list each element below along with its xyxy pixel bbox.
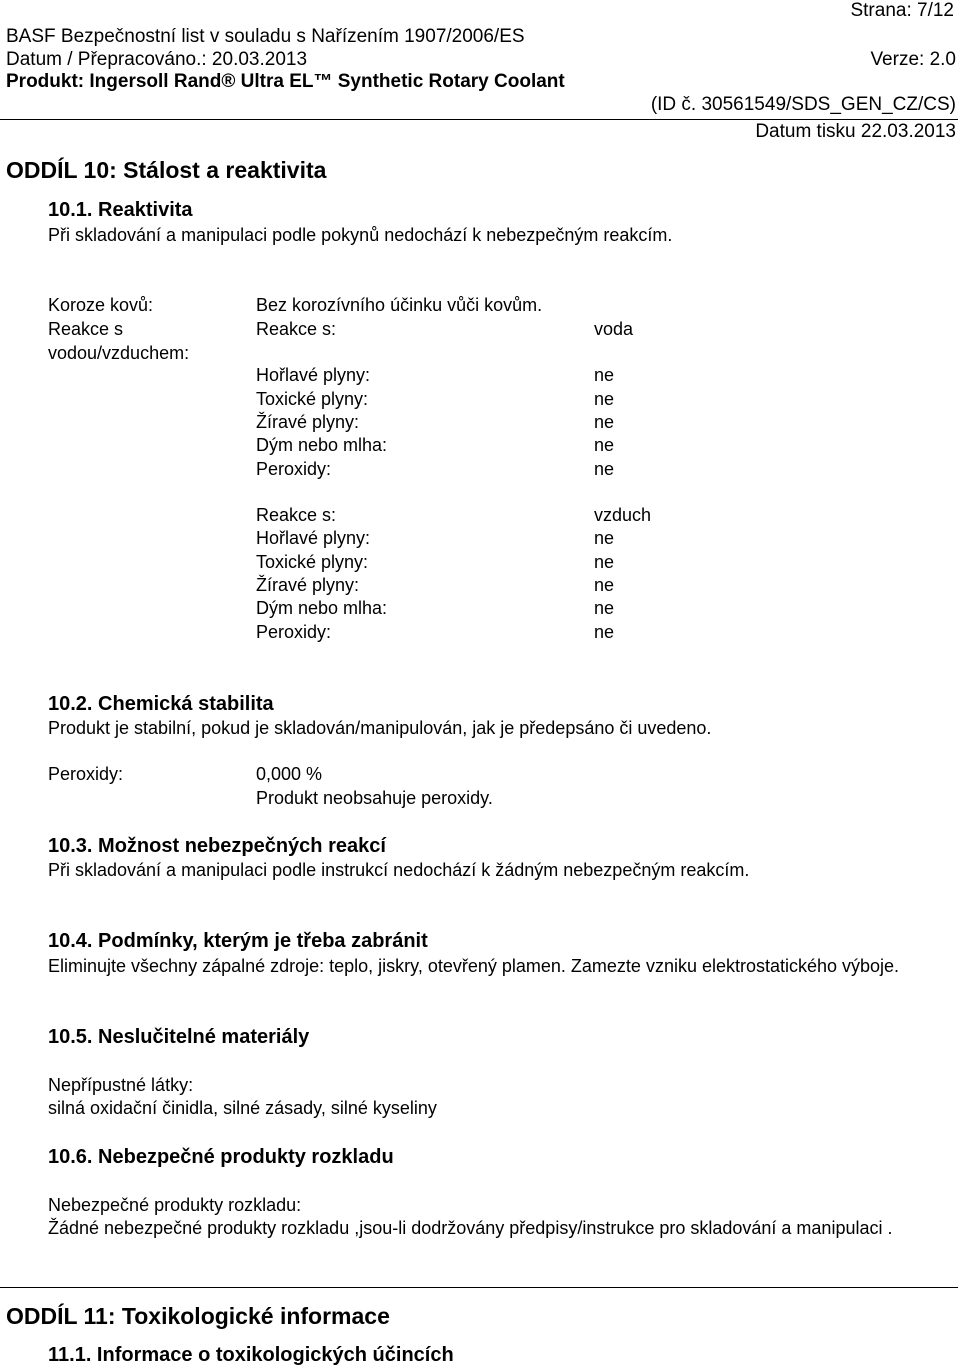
air-row-value: ne bbox=[594, 528, 615, 548]
section-10-title: ODDÍL 10: Stálost a reaktivita bbox=[6, 157, 327, 183]
air-row-label: Peroxidy: bbox=[256, 622, 332, 642]
subsection-10-3-title: 10.3. Možnost nebezpečných reakcí bbox=[48, 835, 386, 857]
water-reaction-value: voda bbox=[594, 319, 634, 339]
subsection-10-5-text: silná oxidační činidla, silné zásady, silné kyseliny bbox=[48, 1098, 437, 1118]
subsection-10-5-label: Nepřípustné látky: bbox=[48, 1075, 194, 1095]
peroxides-value: 0,000 % bbox=[256, 764, 323, 784]
reactions-label-line2: vodou/vzduchem: bbox=[48, 343, 190, 363]
subsection-10-6-text: Žádné nebezpečné produkty rozkladu ,jsou-li dodržovány předpisy/instrukce pro skladování a manipulaci . bbox=[48, 1218, 893, 1238]
subsection-10-2-title: 10.2. Chemická stabilita bbox=[48, 693, 274, 715]
water-row-label: Peroxidy: bbox=[256, 459, 332, 479]
subsection-10-4-title: 10.4. Podmínky, kterým je třeba zabránit bbox=[48, 930, 428, 952]
water-row-label: Hořlavé plyny: bbox=[256, 365, 371, 385]
air-row-label: Žíravé plyny: bbox=[256, 575, 360, 595]
subsection-10-2-text: Produkt je stabilní, pokud je skladován/manipulován, jak je předepsáno či uvedeno. bbox=[48, 718, 712, 738]
water-row-value: ne bbox=[594, 459, 615, 479]
section-divider bbox=[0, 1287, 958, 1288]
water-row-label: Žíravé plyny: bbox=[256, 412, 360, 432]
revision-date: Datum / Přepracováno.: 20.03.2013 bbox=[6, 49, 308, 70]
document-id: (ID č. 30561549/SDS_GEN_CZ/CS) bbox=[650, 94, 956, 115]
header-divider bbox=[0, 119, 958, 120]
document-title: BASF Bezpečnostní list v souladu s Nařízením 1907/2006/ES bbox=[6, 26, 525, 47]
water-row-label: Toxické plyny: bbox=[256, 389, 369, 409]
peroxides-label: Peroxidy: bbox=[48, 764, 124, 784]
subsection-10-4-text: Eliminujte všechny zápalné zdroje: teplo, jiskry, otevřený plamen. Zamezte vzniku elektrostatického výboje. bbox=[48, 956, 900, 976]
water-row-value: ne bbox=[594, 435, 615, 455]
water-row-label: Dým nebo mlha: bbox=[256, 435, 388, 455]
water-row-value: ne bbox=[594, 412, 615, 432]
version: Verze: 2.0 bbox=[870, 49, 956, 70]
air-reaction-label: Reakce s: bbox=[256, 505, 337, 525]
section-11-title: ODDÍL 11: Toxikologické informace bbox=[6, 1303, 390, 1329]
product-name: Produkt: Ingersoll Rand® Ultra EL™ Synthetic Rotary Coolant bbox=[6, 71, 565, 92]
water-row-value: ne bbox=[594, 365, 615, 385]
reactions-label-line1: Reakce s bbox=[48, 319, 124, 339]
subsection-10-1-title: 10.1. Reaktivita bbox=[48, 199, 193, 221]
print-date: Datum tisku 22.03.2013 bbox=[755, 121, 956, 142]
air-row-value: ne bbox=[594, 552, 615, 572]
air-row-label: Toxické plyny: bbox=[256, 552, 369, 572]
corrosion-label: Koroze kovů: bbox=[48, 295, 154, 315]
water-reaction-label: Reakce s: bbox=[256, 319, 337, 339]
subsection-10-6-title: 10.6. Nebezpečné produkty rozkladu bbox=[48, 1146, 394, 1168]
air-row-label: Hořlavé plyny: bbox=[256, 528, 371, 548]
peroxides-note: Produkt neobsahuje peroxidy. bbox=[256, 788, 493, 808]
corrosion-value: Bez korozívního účinku vůči kovům. bbox=[256, 295, 543, 315]
air-row-label: Dým nebo mlha: bbox=[256, 598, 388, 618]
subsection-10-6-label: Nebezpečné produkty rozkladu: bbox=[48, 1195, 302, 1215]
page-number: Strana: 7/12 bbox=[850, 0, 954, 21]
air-reaction-value: vzduch bbox=[594, 505, 652, 525]
subsection-10-1-text: Při skladování a manipulaci podle pokynů nedochází k nebezpečným reakcím. bbox=[48, 225, 673, 245]
subsection-10-3-text: Při skladování a manipulaci podle instrukcí nedochází k žádným nebezpečným reakcím. bbox=[48, 860, 750, 880]
subsection-11-1-title: 11.1. Informace o toxikologických účincích bbox=[48, 1344, 454, 1366]
air-row-value: ne bbox=[594, 598, 615, 618]
water-row-value: ne bbox=[594, 389, 615, 409]
air-row-value: ne bbox=[594, 575, 615, 595]
subsection-10-5-title: 10.5. Neslučitelné materiály bbox=[48, 1026, 310, 1048]
air-row-value: ne bbox=[594, 622, 615, 642]
